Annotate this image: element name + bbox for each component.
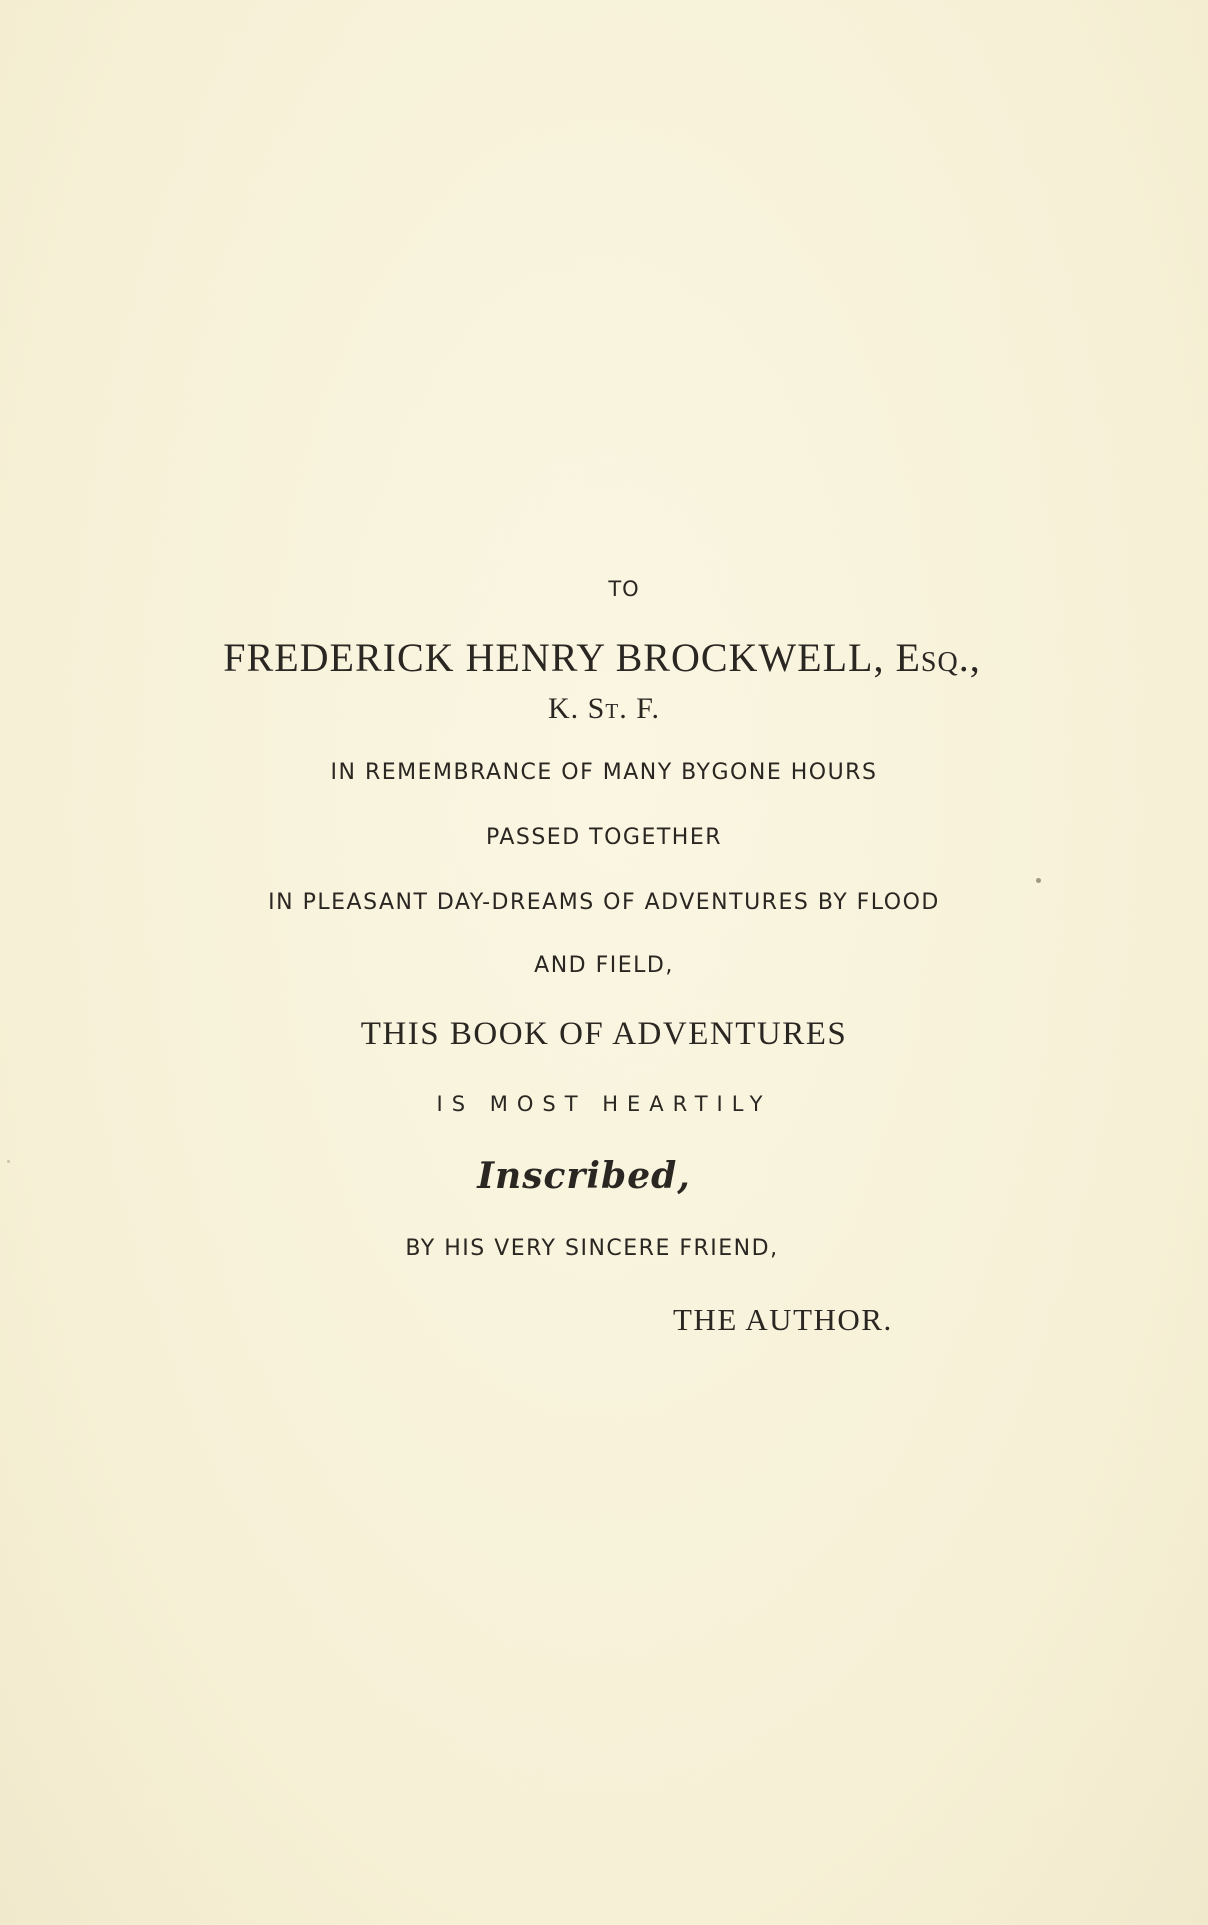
sincere-friend-line: BY HIS VERY SINCERE FRIEND, — [405, 1236, 779, 1261]
remembrance-line: IN REMEMBRANCE OF MANY BYGONE HOURS — [330, 760, 878, 785]
paper-speck — [7, 1160, 10, 1163]
dedication-to: TO — [608, 577, 640, 601]
paper-speck — [1036, 878, 1041, 883]
dedicatee-name-main: FREDERICK HENRY BROCKWELL, — [223, 635, 896, 680]
author-signature: THE AUTHOR. — [673, 1302, 893, 1337]
passed-together-line: PASSED TOGETHER — [485, 825, 723, 850]
and-field-line: AND FIELD, — [534, 953, 674, 978]
dedicatee-title: K. St. F. — [548, 692, 660, 725]
dedicatee-name — [0, 634, 1206, 681]
inscribed-line: Inscribed, — [477, 1155, 691, 1197]
book-of-adventures-line: THIS BOOK OF ADVENTURES — [360, 1016, 848, 1052]
dedicatee-name-suffix: Esq., — [895, 635, 981, 680]
pleasant-daydreams-line: IN PLEASANT DAY-DREAMS OF ADVENTURES BY FLOOD — [268, 890, 940, 915]
most-heartily-line: IS MOST HEARTILY — [436, 1092, 772, 1116]
